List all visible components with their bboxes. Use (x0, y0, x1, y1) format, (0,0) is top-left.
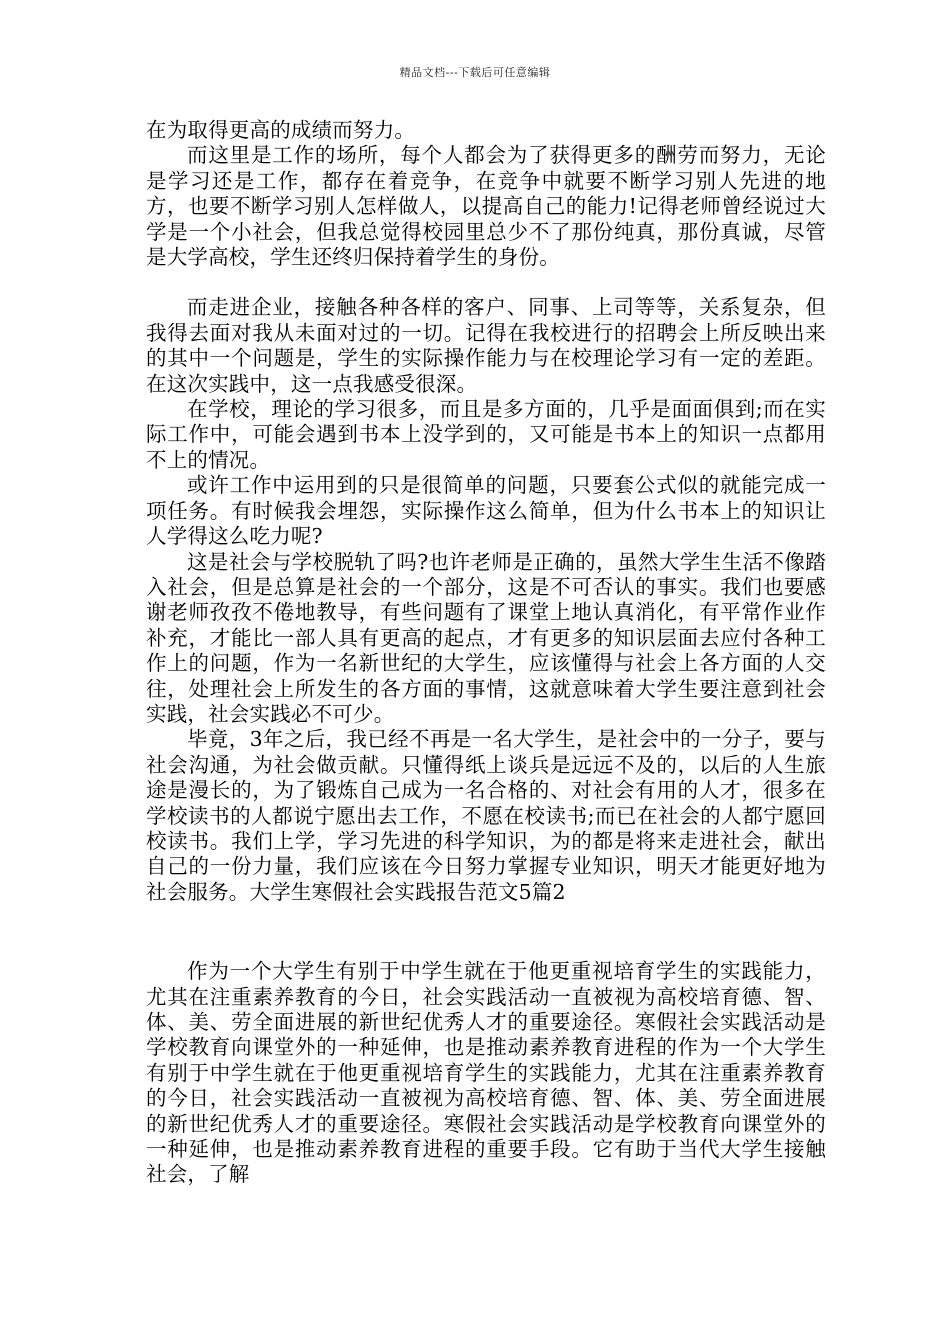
paragraph-3: 而走进企业，接触各种各样的客户、同事、上司等等，关系复杂，但我得去面对我从未面对过的一切。记得在我校进行的招聘会上所反映出来的其中一个问题是，学生的实际操作能力与在校理论学习有一定的差距。在这次实践中，这一点我感受很深。 (146, 295, 826, 396)
paragraph-5: 或许工作中运用到的只是很简单的问题，只要套公式似的就能完成一项任务。有时候我会埋怨，实际操作这么简单，但为什么书本上的知识让人学得这么吃力呢? (146, 473, 826, 549)
document-body (146, 118, 826, 1188)
paragraph-1: 在为取得更高的成绩而努力。 (146, 118, 416, 142)
paragraph-4: 在学校，理论的学习很多，而且是多方面的，几乎是面面俱到;而在实际工作中，可能会遇到书本上没学到的，又可能是书本上的知识一点都用不上的情况。 (146, 397, 826, 472)
paragraph-7: 毕竟，3年之后，我已经不再是一名大学生，是社会中的一分子，要与社会沟通，为社会做贡献。只懂得纸上谈兵是远远不及的，以后的人生旅途是漫长的，为了锻炼自己成为一名合格的、对社会有用的人才，很多在学校读书的人都说宁愿出去工作，不愿在校读书;而已在社会的人都宁愿回校读书。我们上学，学习先进的科学知识，为的都是将来走进社会，献出自己的一份力量，我们应该在今日努力掌握专业知识，明天才能更好地为社会服务。大学生寒假社会实践报告范文5篇2 (146, 727, 826, 904)
paragraph-spacer (146, 270, 826, 295)
paragraph-2: 而这里是工作的场所，每个人都会为了获得更多的酬劳而努力，无论是学习还是工作，都存在着竞争，在竞争中就要不断学习别人先进的地方，也要不断学习别人怎样做人，以提高自己的能力!记得老师曾经说过大学是一个小社会，但我总觉得校园里总少不了那份纯真，那份真诚，尽管是大学高校，学生还终归保持着学生的身份。 (146, 143, 826, 270)
section-spacer (146, 905, 826, 959)
paragraph-8: 作为一个大学生有别于中学生就在于他更重视培育学生的实践能力，尤其在注重素养教育的今日，社会实践活动一直被视为高校培育德、智、体、美、劳全面进展的新世纪优秀人才的重要途径。寒假社会实践活动是学校教育向课堂外的一种延伸，也是推动素养教育进程的作为一个大学生有别于中学生就在于他更重视培育学生的实践能力，尤其在注重素养教育的今日，社会实践活动一直被视为高校培育德、智、体、美、劳全面进展的新世纪优秀人才的重要途径。寒假社会实践活动是学校教育向课堂外的一种延伸，也是推动素养教育进程的重要手段。它有助于当代大学生接触社会，了解 (146, 959, 826, 1187)
paragraph-6: 这是社会与学校脱轨了吗?也许老师是正确的，虽然大学生生活不像踏入社会，但是总算是社会的一个部分，这是不可否认的事实。我们也要感谢老师孜孜不倦地教导，有些问题有了课堂上地认真消化，有平常作业作补充，才能比一部人具有更高的起点，才有更多的知识层面去应付各种工作上的问题，作为一名新世纪的大学生，应该懂得与社会上各方面的人交往，处理社会上所发生的各方面的事情，这就意味着大学生要注意到社会实践，社会实践必不可少。 (146, 549, 826, 726)
page-header: 精品文档---下载后可任意编辑 (399, 66, 551, 79)
